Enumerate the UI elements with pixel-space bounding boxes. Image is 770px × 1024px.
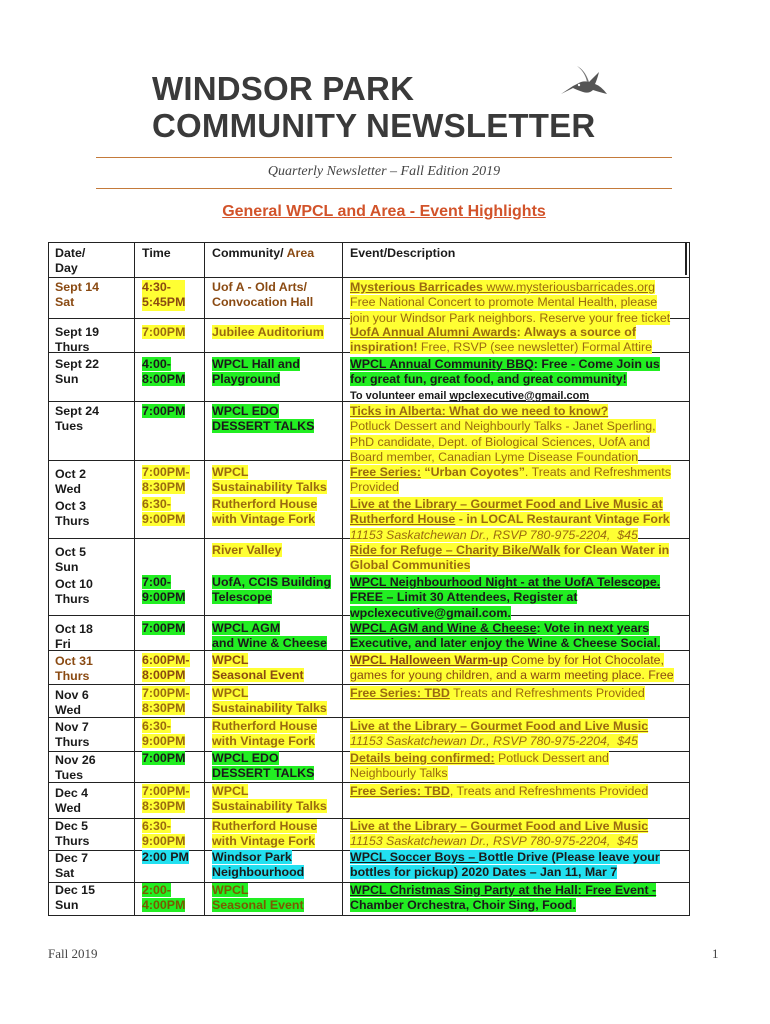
table-row-community: WPCL Sustainability Talks xyxy=(212,465,327,495)
table-row-date: Sept 14 Sat xyxy=(55,280,100,310)
table-row-time: 7:00PM xyxy=(142,751,186,765)
table-row-event: Details being confirmed: Potluck Dessert and Neighbourly Talks xyxy=(350,751,609,781)
table-row-time: 4:00- 8:00PM xyxy=(142,357,186,387)
header-date: Date/ Day xyxy=(55,246,86,276)
table-row-event: Live at the Library – Gourmet Food and Live Music at Rutherford House - in LOCAL Restaurant Vintage Fork 11153 Saskatchewan Dr., RSVP 780-975-2204, $45 xyxy=(350,497,670,542)
header-time: Time xyxy=(142,246,171,260)
newsletter-title xyxy=(152,70,595,144)
table-row-community: Rutherford House with Vintage Fork xyxy=(212,819,318,849)
table-row-date: Nov 26 Tues xyxy=(55,753,96,783)
table-row-date: Dec 5 Thurs xyxy=(55,819,90,849)
table-row-time: 7:00PM xyxy=(142,404,186,418)
table-row-event: Free Series: TBD Treats and Refreshments Provided xyxy=(350,686,645,700)
table-row-time: 2:00 PM xyxy=(142,850,189,864)
table-row-time: 6:30- 9:00PM xyxy=(142,819,186,849)
table-row-community: WPCL EDO DESSERT TALKS xyxy=(212,404,315,434)
edition-subtitle: Quarterly Newsletter – Fall Edition 2019 xyxy=(267,164,501,179)
table-row-event: UofA Annual Alumni Awards: Always a source of inspiration! Free, RSVP (see newsletter) Formal Attire xyxy=(350,325,653,355)
table-row-time: 7:00PM- 8:30PM xyxy=(142,784,190,814)
table-row-date: Oct 18 Fri xyxy=(55,622,93,652)
table-row-date: Sept 24 Tues xyxy=(55,404,100,434)
table-row-date: Oct 3 Thurs xyxy=(55,499,90,529)
table-row-date: Oct 2 Wed xyxy=(55,467,86,497)
table-row-community: WPCL EDO DESSERT TALKS xyxy=(212,751,315,781)
table-row-time: 7:00PM- 8:30PM xyxy=(142,465,190,495)
table-row-date: Sept 19 Thurs xyxy=(55,325,100,355)
table-row-time: 6:30- 9:00PM xyxy=(142,497,186,527)
section-title: General WPCL and Area - Event Highlights xyxy=(222,203,546,220)
table-row-community: WPCL Sustainability Talks xyxy=(212,686,327,716)
table-row-time: 7:00- 9:00PM xyxy=(142,575,186,605)
table-row-time: 7:00PM xyxy=(142,325,186,339)
table-row-event: WPCL AGM and Wine & Cheese: Vote in next years Executive, and later enjoy the Wine & Cheese Social. xyxy=(350,621,661,651)
events-table xyxy=(48,242,690,916)
table-row-time: 6:30- 9:00PM xyxy=(142,719,186,749)
table-row-community: WPCL Sustainability Talks xyxy=(212,784,327,814)
table-row-date: Oct 10 Thurs xyxy=(55,577,93,607)
table-row-community: Jubilee Auditorium xyxy=(212,325,324,339)
table-row-time: 2:00- 4:00PM xyxy=(142,883,186,913)
footer-edition: Fall 2019 xyxy=(48,946,98,961)
table-row-event: Ride for Refuge – Charity Bike/Walk for Clean Water in Global Communities xyxy=(350,543,670,573)
table-row-date: Dec 15 Sun xyxy=(55,883,95,913)
table-row-community: Uof A - Old Arts/ Convocation Hall xyxy=(212,280,314,310)
table-row-date: Dec 4 Wed xyxy=(55,786,89,816)
table-row-time: 7:00PM- 8:30PM xyxy=(142,686,190,716)
table-row-community: Windsor Park Neighbourhood xyxy=(212,850,305,880)
table-row-event: Live at the Library – Gourmet Food and Live Music 11153 Saskatchewan Dr., RSVP 780-975-2204, $45 xyxy=(350,819,649,849)
table-row-community: WPCL Seasonal Event xyxy=(212,653,304,683)
header-event: Event/Description xyxy=(350,246,456,260)
table-row-community: WPCL Hall and Playground xyxy=(212,357,300,387)
table-row-community: WPCL AGM and Wine & Cheese xyxy=(212,621,327,651)
table-row-community: WPCL Seasonal Event xyxy=(212,883,304,913)
table-row-community: UofA, CCIS Building Telescope xyxy=(212,575,332,605)
header-rule-top xyxy=(96,157,672,158)
header-community: Community/ Area xyxy=(212,246,315,260)
table-row-time: 6:00PM- 8:00PM xyxy=(142,653,190,683)
table-row-event: Live at the Library – Gourmet Food and Live Music 11153 Saskatchewan Dr., RSVP 780-975-2204, $45 xyxy=(350,719,649,749)
table-row-event: Free Series: TBD, Treats and Refreshments Provided xyxy=(350,784,649,798)
page-number: 1 xyxy=(712,946,719,961)
table-row-community: Rutherford House with Vintage Fork xyxy=(212,719,318,749)
table-row-event: WPCL Annual Community BBQ: Free - Come Join us for great fun, great food, and great community! To volunteer email wpclexecutive@gmail.com xyxy=(350,357,660,402)
table-row-date: Sept 22 Sun xyxy=(55,357,100,387)
table-row-time: 4:30- 5:45PM xyxy=(142,280,186,310)
table-row-event: WPCL Halloween Warm-up Come by for Hot Chocolate, games for young children, and a warm meeting place. Free xyxy=(350,653,674,683)
table-row-community: River Valley xyxy=(212,543,282,557)
header-rule-bottom xyxy=(96,188,672,189)
table-row-event: Ticks in Alberta: What do we need to know? Potluck Dessert and Neighbourly Talks - Janet Sperling, PhD candidate, Dept. of Biological Sciences, UofA and Board member, Canadian Lyme Disease Foundation xyxy=(350,404,656,465)
table-row-event: WPCL Christmas Sing Party at the Hall: Free Event - Chamber Orchestra, Choir Sing, Food. xyxy=(350,883,657,913)
table-row-event: WPCL Soccer Boys – Bottle Drive (Please leave your bottles for pickup) 2020 Dates – Jan 11, Mar 7 xyxy=(350,850,660,880)
title-line-1: WINDSOR PARK xyxy=(152,70,415,107)
table-row-event: Mysterious Barricades www.mysteriousbarricades.org Free National Concert to promote Mental Health, please join your Windsor Park neighbors. Reserve your free ticket xyxy=(350,280,671,325)
table-row-date: Oct 5 Sun xyxy=(55,545,86,575)
table-row-time: 7:00PM xyxy=(142,621,186,635)
table-row-date: Oct 31 Thurs xyxy=(55,654,93,684)
title-line-2: COMMUNITY NEWSLETTER xyxy=(152,107,596,144)
table-row-event: WPCL Neighbourhood Night - at the UofA Telescope. FREE – Limit 30 Attendees, Register at wpclexecutive@gmail.com. xyxy=(350,575,661,620)
table-row-community: Rutherford House with Vintage Fork xyxy=(212,497,318,527)
table-row-event: Free Series: “Urban Coyotes”. Treats and Refreshments Provided xyxy=(350,465,671,495)
table-row-date: Nov 6 Wed xyxy=(55,688,89,718)
table-row-date: Nov 7 Thurs xyxy=(55,720,90,750)
hummingbird-icon xyxy=(555,64,611,104)
table-row-date: Dec 7 Sat xyxy=(55,851,89,881)
